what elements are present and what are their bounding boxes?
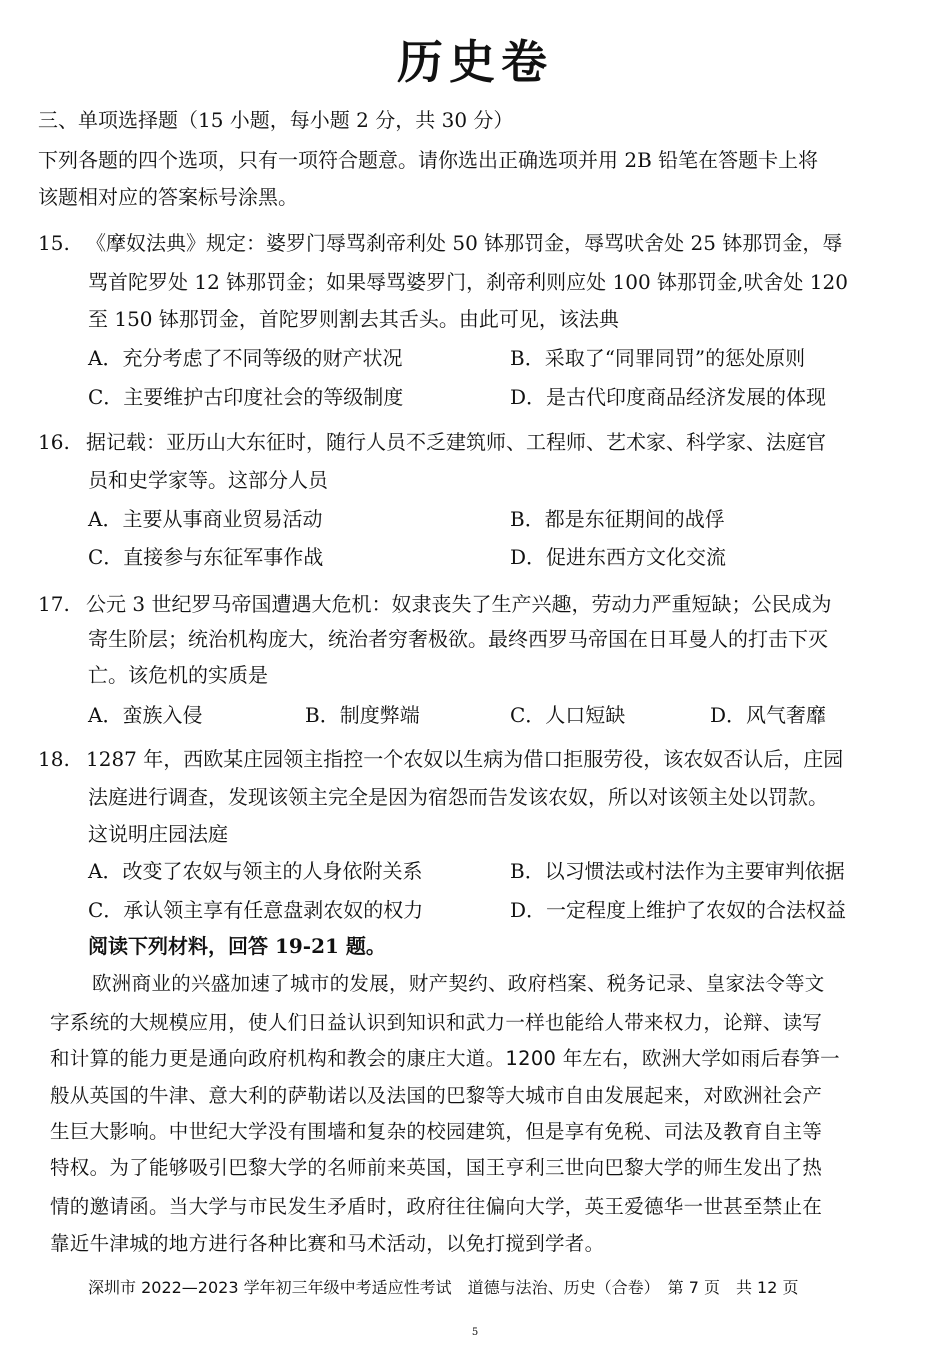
reading-paragraph-line: 字系统的大规模应用，使人们日益认识到知识和武力一样也能给人带来权力，论辩、读写 xyxy=(50,1011,823,1034)
question-text-line: 公元 3 世纪罗马帝国遭遇大危机：奴隶丧失了生产兴趣，劳动力严重短缺；公民成为 xyxy=(86,592,832,616)
question-15-option-c[interactable]: C．主要维护古印度社会的等级制度 xyxy=(88,385,404,409)
question-17 xyxy=(38,590,910,618)
page-title: 历史卷 xyxy=(397,35,553,89)
question-text-line: 员和史学家等。这部分人员 xyxy=(88,468,328,492)
reading-paragraph-line: 情的邀请函。当大学与市民发生矛盾时，政府往往偏向大学，英王爱德华一世甚至禁止在 xyxy=(50,1195,823,1218)
question-16-option-b[interactable]: B．都是东征期间的战俘 xyxy=(510,507,725,531)
question-number: 16. xyxy=(38,430,70,454)
question-text-line: 据记载：亚历山大东征时，随行人员不乏建筑师、工程师、艺术家、科学家、法庭官 xyxy=(86,430,826,454)
question-text-line: 骂首陀罗处 12 钵那罚金；如果辱骂婆罗门，刹帝利则应处 100 钵那罚金,吠舍处 120 xyxy=(88,270,848,294)
reading-paragraph-line: 特权。为了能够吸引巴黎大学的名师前来英国，国王亨利三世向巴黎大学的师生发出了热 xyxy=(50,1156,823,1179)
question-text-line: 至 150 钵那罚金，首陀罗则割去其舌头。由此可见，该法典 xyxy=(88,307,619,331)
question-18 xyxy=(38,745,910,773)
question-16-option-d[interactable]: D．促进东西方文化交流 xyxy=(510,545,727,569)
question-16-option-c[interactable]: C．直接参与东征军事作战 xyxy=(88,545,324,569)
section-instruction-line-2: 该题相对应的答案标号涂黑。 xyxy=(38,185,298,209)
question-17-option-d[interactable]: D．风气奢靡 xyxy=(710,703,827,727)
question-15-option-a[interactable]: A．充分考虑了不同等级的财产状况 xyxy=(88,346,403,370)
question-15-option-b[interactable]: B．采取了“同罪同罚”的惩处原则 xyxy=(510,346,806,370)
reading-paragraph-line: 欧洲商业的兴盛加速了城市的发展，财产契约、政府档案、税务记录、皇家法令等文 xyxy=(92,972,825,995)
question-17-option-c[interactable]: C．人口短缺 xyxy=(510,703,626,727)
question-18-option-a[interactable]: A．改变了农奴与领主的人身依附关系 xyxy=(88,859,423,883)
question-17-option-a[interactable]: A．蛮族入侵 xyxy=(88,703,203,727)
question-number: 18. xyxy=(38,747,70,771)
reading-paragraph-line: 般从英国的牛津、意大利的萨勒诺以及法国的巴黎等大城市自由发展起来，对欧洲社会产 xyxy=(50,1084,823,1107)
question-text-line: 1287 年，西欧某庄园领主指控一个农奴以生病为借口拒服劳役，该农奴否认后，庄园 xyxy=(86,747,844,771)
question-text-line: 寄生阶层；统治机构庞大，统治者穷奢极欲。最终西罗马帝国在日耳曼人的打击下灭 xyxy=(88,627,828,651)
question-number: 17. xyxy=(38,592,70,616)
question-number: 15. xyxy=(38,231,70,255)
reading-paragraph-line: 靠近牛津城的地方进行各种比赛和马术活动，以免打搅到学者。 xyxy=(50,1232,605,1255)
question-text-line: 亡。该危机的实质是 xyxy=(88,663,268,687)
question-15-option-d[interactable]: D．是古代印度商品经济发展的体现 xyxy=(510,385,827,409)
section-instruction-line-1: 下列各题的四个选项，只有一项符合题意。请你选出正确选项并用 2B 铅笔在答题卡上将 xyxy=(38,148,819,172)
question-18-option-d[interactable]: D．一定程度上维护了农奴的合法权益 xyxy=(510,898,847,922)
question-18-option-c[interactable]: C．承认领主享有任意盘剥农奴的权力 xyxy=(88,898,424,922)
reading-paragraph-line: 和计算的能力更是通向政府机构和教会的康庄大道。1200 年左右，欧洲大学如雨后春笋一 xyxy=(50,1047,840,1070)
question-text-line: 这说明庄园法庭 xyxy=(88,822,228,846)
reading-heading: 阅读下列材料，回答 19-21 题。 xyxy=(88,934,386,958)
page-number: 5 xyxy=(471,1327,479,1338)
question-15 xyxy=(38,229,910,257)
reading-paragraph-line: 生巨大影响。中世纪大学没有围墙和复杂的校园建筑，但是享有免税、司法及教育自主等 xyxy=(50,1120,823,1143)
question-17-option-b[interactable]: B．制度弊端 xyxy=(305,703,420,727)
question-text-line: 《摩奴法典》规定：婆罗门辱骂刹帝利处 50 钵那罚金，辱骂吠舍处 25 钵那罚金，辱 xyxy=(86,231,843,255)
page-footer: 深圳市 2022—2023 学年初三年级中考适应性考试 道德与法治、历史（合卷） 第 7 页 共 12 页 xyxy=(88,1278,799,1297)
question-text-line: 法庭进行调查，发现该领主完全是因为宿怨而告发该农奴，所以对该领主处以罚款。 xyxy=(88,785,828,809)
question-16 xyxy=(38,428,910,456)
question-16-option-a[interactable]: A．主要从事商业贸易活动 xyxy=(88,507,323,531)
section-heading: 三、单项选择题（15 小题，每小题 2 分，共 30 分） xyxy=(38,108,514,132)
question-18-option-b[interactable]: B．以习惯法或村法作为主要审判依据 xyxy=(510,859,845,883)
